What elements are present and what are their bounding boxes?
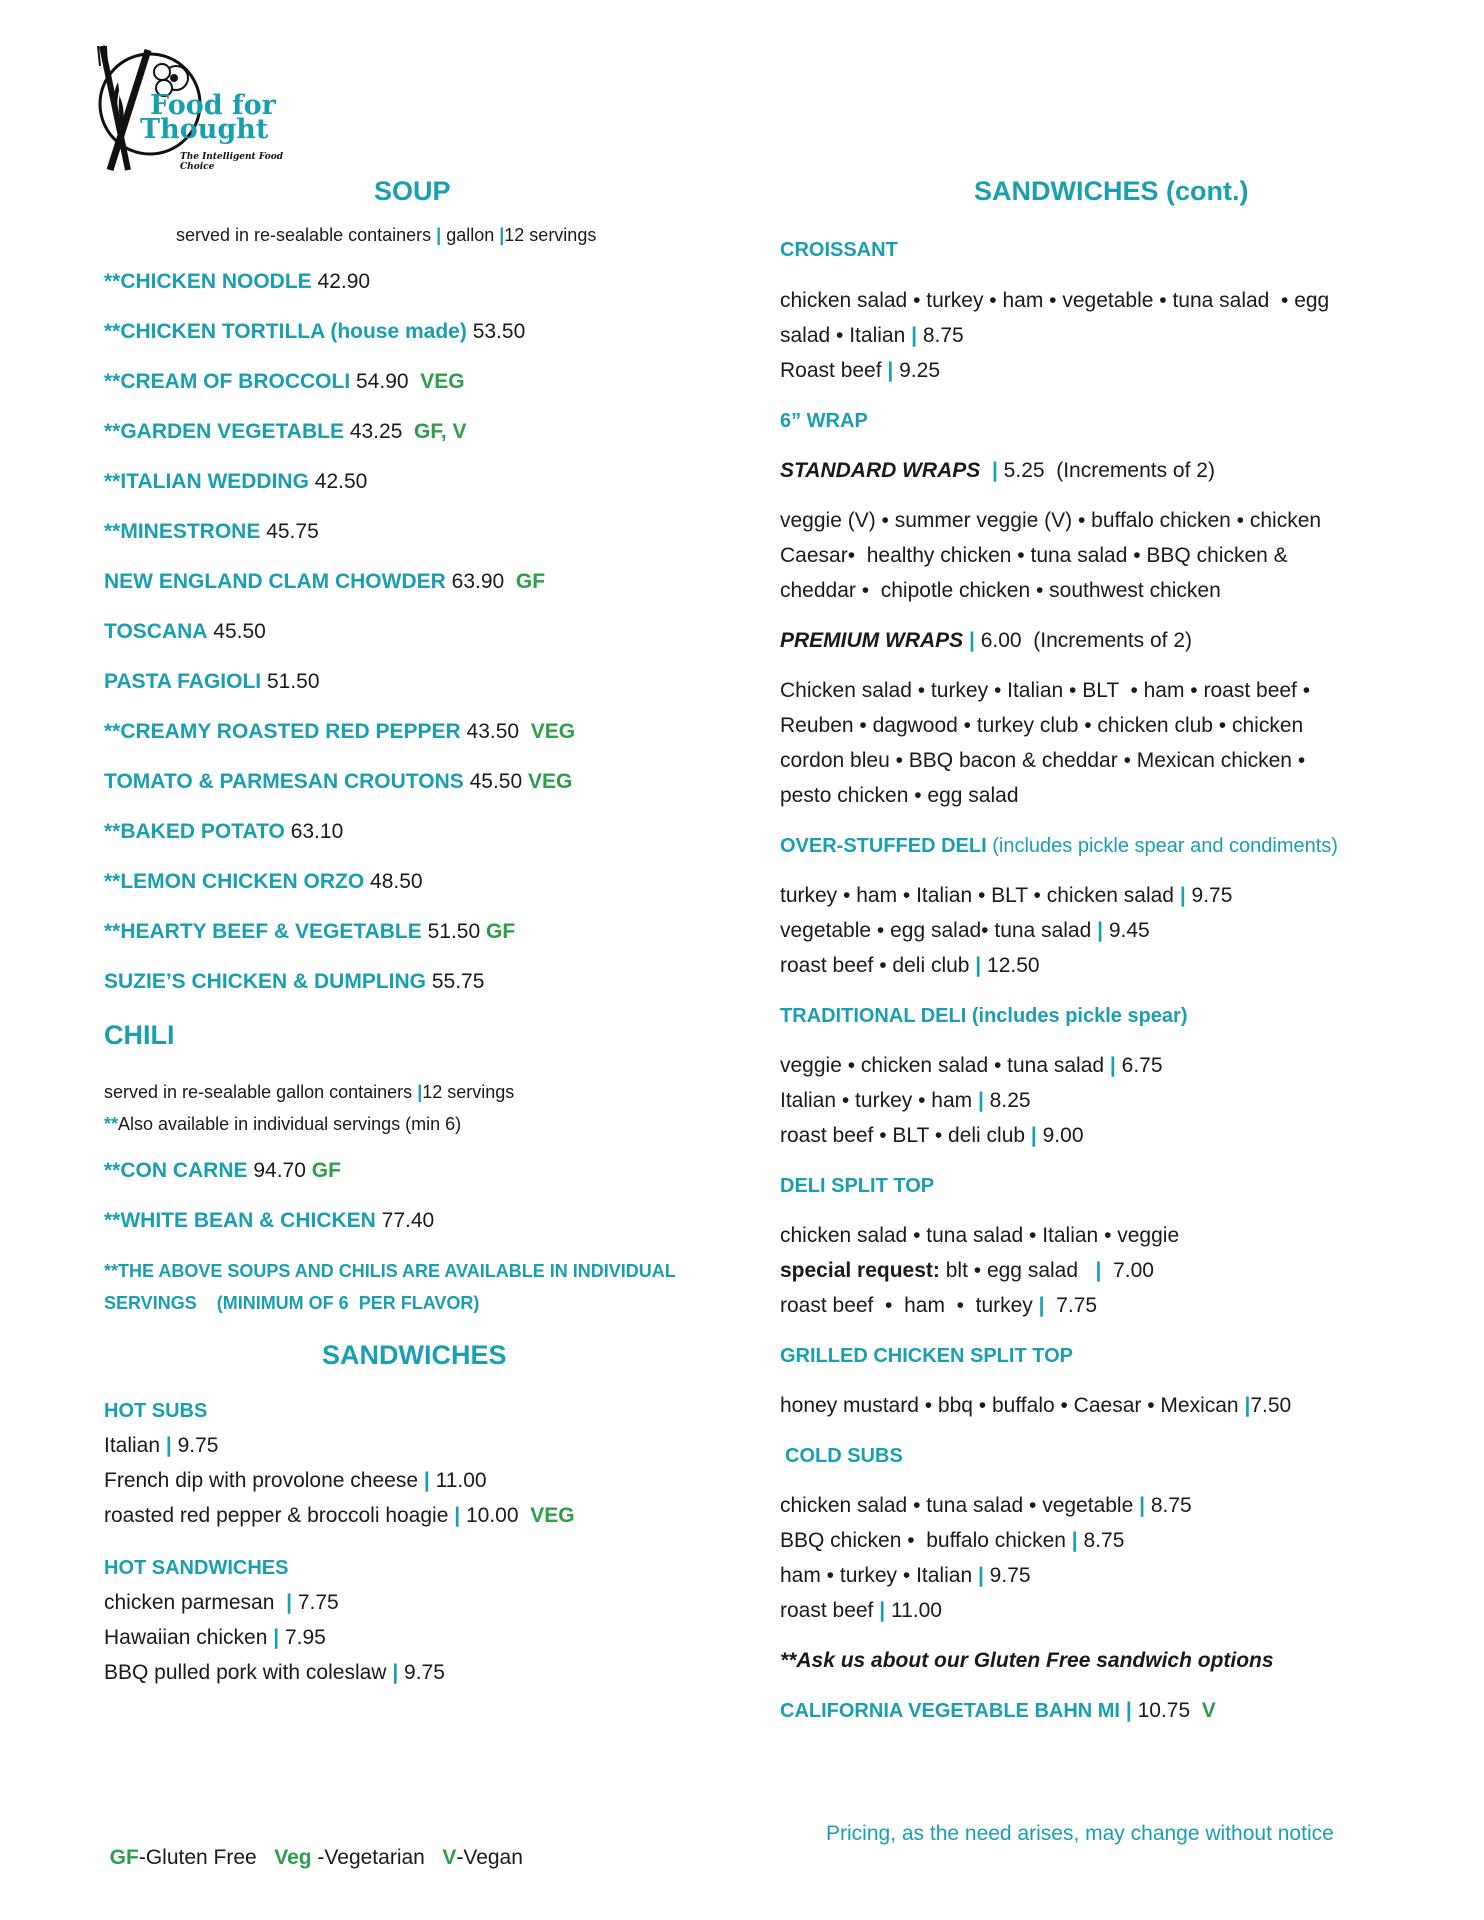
legend-gf-text: -Gluten Free <box>138 1846 275 1869</box>
diet-tag: V <box>1201 1699 1216 1722</box>
list-item <box>104 719 575 745</box>
chili-notice-line2: SERVINGS (MINIMUM OF 6 PER FLAVOR) <box>104 1293 480 1313</box>
split-top-title: DELI SPLIT TOP <box>780 1175 935 1197</box>
list-item <box>104 569 545 595</box>
list-item <box>104 269 370 295</box>
soup-item-price: 63.10 <box>284 820 344 843</box>
special-request-price: 7.00 <box>1101 1259 1154 1282</box>
list-item: French dip with provolone cheese | 11.00 <box>104 1469 487 1492</box>
soup-item-name: **ITALIAN WEDDING <box>104 470 309 493</box>
soup-item-name: **LEMON CHICKEN ORZO <box>104 870 365 893</box>
soup-item-price: 53.50 <box>466 320 526 343</box>
chili-note-1: served in re-sealable gallon containers |12 servings <box>104 1082 515 1102</box>
soup-item-price: 55.75 <box>426 970 485 993</box>
list-item: chicken salad • tuna salad • vegetable | 8.75 <box>780 1494 1192 1517</box>
soup-item-price: 45.50 <box>207 620 266 643</box>
grilled-line-price: 7.50 <box>1250 1394 1292 1417</box>
list-item <box>104 519 319 545</box>
chili-item-name: **CON CARNE <box>104 1159 248 1182</box>
croissant-line-2-price: 8.75 <box>917 324 964 347</box>
soup-note-a: served in re-sealable containers <box>176 225 437 245</box>
hot-sub-price: 11.00 <box>429 1469 487 1492</box>
croissant-title: CROISSANT <box>780 239 898 261</box>
soup-item-name: **CHICKEN TORTILLA (house made) <box>104 320 467 343</box>
soup-item-price: 45.50 <box>463 770 523 793</box>
grilled-line: honey mustard • bbq • buffalo • Caesar • Mexican |7.50 <box>780 1394 1292 1417</box>
list-item <box>104 869 423 895</box>
soup-item-name: SUZIE’S CHICKEN & DUMPLING <box>104 970 427 993</box>
overstuffed-note: (includes pickle spear and condiments) <box>986 835 1338 857</box>
traditional-title: TRADITIONAL DELI (includes pickle spear) <box>780 1005 1188 1027</box>
diet-tag: GF, V <box>414 420 467 443</box>
split-top-line-3: roast beef • ham • turkey | 7.75 <box>780 1294 1098 1317</box>
overstuffed-price: 9.75 <box>1185 884 1233 907</box>
soup-item-price: 63.90 <box>445 570 505 593</box>
legend-gf: GF <box>109 1846 139 1869</box>
diet-tag: VEG <box>530 720 576 743</box>
hot-sandwich-price: 9.75 <box>398 1661 445 1684</box>
cold-sub-text: chicken salad • tuna salad • vegetable <box>780 1494 1140 1517</box>
cold-sub-price: 8.75 <box>1077 1529 1125 1552</box>
chili-note-2 <box>104 1111 461 1137</box>
premium-wraps-line: Chicken salad • turkey • Italian • BLT • ham • roast beef • <box>780 679 1311 702</box>
premium-wraps-price: 6.00 (Increments of 2) <box>974 629 1193 652</box>
split-top-line-3-text: roast beef • ham • turkey <box>780 1294 1039 1317</box>
croissant-line-3-text: Roast beef <box>780 359 888 382</box>
list-item: roasted red pepper & broccoli hoagie | 10.00 VEG <box>104 1504 575 1527</box>
list-item <box>104 469 367 495</box>
diet-legend <box>98 1822 523 1870</box>
traditional-price: 6.75 <box>1115 1054 1163 1077</box>
chili-note-2-text: Also available in individual servings (min 6) <box>118 1114 462 1134</box>
soup-item-price: 48.50 <box>364 870 423 893</box>
traditional-text: Italian • turkey • ham <box>780 1089 978 1112</box>
brand-name-line2: Thought <box>140 114 269 145</box>
croissant-line-3: Roast beef | 9.25 <box>780 359 941 382</box>
diet-tag: VEG <box>527 770 573 793</box>
overstuffed-text: roast beef • deli club <box>780 954 976 977</box>
hot-sandwich-text: BBQ pulled pork with coleslaw <box>104 1661 393 1684</box>
list-item: BBQ chicken • buffalo chicken | 8.75 <box>780 1529 1125 1552</box>
soup-item-name: **HEARTY BEEF & VEGETABLE <box>104 920 422 943</box>
hot-sub-text: French dip with provolone cheese <box>104 1469 424 1492</box>
list-item: chicken parmesan | 7.75 <box>104 1591 339 1614</box>
croissant-line-1: chicken salad • turkey • ham • vegetable • tuna salad • egg <box>780 289 1330 312</box>
chili-note-1b: 12 servings <box>422 1082 515 1102</box>
chili-note-2-stars: ** <box>104 1114 119 1134</box>
diet-tag: VEG <box>420 370 465 393</box>
split-top-line-1: chicken salad • tuna salad • Italian • veggie <box>780 1224 1180 1247</box>
list-item: roast beef • BLT • deli club | 9.00 <box>780 1124 1084 1147</box>
premium-wraps-label: PREMIUM WRAPS <box>780 629 964 652</box>
list-item <box>104 1208 434 1234</box>
traditional-price: 9.00 <box>1036 1124 1084 1147</box>
overstuffed-title: OVER-STUFFED DELI <box>780 835 987 857</box>
cold-sub-price: 9.75 <box>983 1564 1031 1587</box>
hot-subs-title: HOT SUBS <box>104 1400 208 1422</box>
soup-item-name: **CREAMY ROASTED RED PEPPER <box>104 720 461 743</box>
hot-sandwich-price: 7.95 <box>279 1626 326 1649</box>
standard-wraps-line: veggie (V) • summer veggie (V) • buffalo chicken • chicken <box>780 509 1322 532</box>
croissant-line-2: salad • Italian | 8.75 <box>780 324 964 347</box>
soup-item-price: 43.25 <box>343 420 403 443</box>
list-item: roast beef • deli club | 12.50 <box>780 954 1040 977</box>
split-top-special: special request: blt • egg salad | 7.00 <box>780 1259 1154 1282</box>
list-item: BBQ pulled pork with coleslaw | 9.75 <box>104 1661 445 1684</box>
hot-sub-price: 10.00 <box>460 1504 519 1527</box>
soup-item-name: NEW ENGLAND CLAM CHOWDER <box>104 570 446 593</box>
traditional-text: roast beef • BLT • deli club <box>780 1124 1031 1147</box>
list-item <box>104 1158 341 1184</box>
bahn-mi: CALIFORNIA VEGETABLE BAHN MI | 10.75 V <box>780 1699 1216 1722</box>
legend-veg: Veg <box>274 1846 312 1869</box>
list-item <box>104 619 266 645</box>
soup-item-price: 45.75 <box>260 520 319 543</box>
brand-name-line1: Food for <box>150 90 276 121</box>
soup-item-price: 42.90 <box>311 270 371 293</box>
special-request-label: special request: <box>780 1259 940 1282</box>
overstuffed-price: 12.50 <box>981 954 1040 977</box>
soup-item-name: **CHICKEN NOODLE <box>104 270 312 293</box>
cold-sub-text: ham • turkey • Italian <box>780 1564 978 1587</box>
bahn-mi-title: CALIFORNIA VEGETABLE BAHN MI <box>780 1700 1120 1722</box>
legend-v: V <box>442 1846 457 1869</box>
soup-item-name: PASTA FAGIOLI <box>104 670 262 693</box>
grilled-title: GRILLED CHICKEN SPLIT TOP <box>780 1345 1073 1367</box>
gluten-free-note: **Ask us about our Gluten Free sandwich options <box>780 1649 1274 1672</box>
diet-tag: VEG <box>530 1504 575 1527</box>
list-item <box>104 769 572 795</box>
list-item <box>104 319 525 345</box>
list-item: Italian | 9.75 <box>104 1434 219 1457</box>
cold-sub-price: 8.75 <box>1145 1494 1192 1517</box>
soup-item-name: TOSCANA <box>104 620 208 643</box>
soup-item-name: **GARDEN VEGETABLE <box>104 420 344 443</box>
legend-v-text: -Vegan <box>456 1846 523 1869</box>
list-item <box>104 969 484 995</box>
sandwiches-title: SANDWICHES <box>322 1340 507 1370</box>
cold-sub-price: 11.00 <box>885 1599 942 1622</box>
premium-wraps-line: pesto chicken • egg salad <box>780 784 1019 807</box>
soup-item-name: **MINESTRONE <box>104 520 261 543</box>
list-item: Hawaiian chicken | 7.95 <box>104 1626 326 1649</box>
list-item <box>104 419 467 445</box>
list-item <box>104 919 515 945</box>
list-item: veggie • chicken salad • tuna salad | 6.75 <box>780 1054 1163 1077</box>
soup-item-price: 43.50 <box>460 720 520 743</box>
hot-sandwich-text: Hawaiian chicken <box>104 1626 274 1649</box>
special-request-text: blt • egg salad <box>939 1259 1096 1282</box>
cold-sub-text: BBQ chicken • buffalo chicken <box>780 1529 1072 1552</box>
hot-sub-price: 9.75 <box>171 1434 219 1457</box>
overstuffed-price: 9.45 <box>1103 919 1150 942</box>
standard-wraps-line: cheddar • chipotle chicken • southwest chicken <box>780 579 1221 602</box>
wrap-title: 6” WRAP <box>780 410 868 432</box>
soup-item-name: TOMATO & PARMESAN CROUTONS <box>104 770 464 793</box>
standard-wraps: STANDARD WRAPS | 5.25 (Increments of 2) <box>780 459 1215 482</box>
bahn-mi-price: 10.75 <box>1131 1699 1191 1722</box>
soup-item-price: 51.50 <box>421 920 481 943</box>
croissant-line-2-text: salad • Italian <box>780 324 912 347</box>
grilled-line-text: honey mustard • bbq • buffalo • Caesar • Mexican <box>780 1394 1245 1417</box>
list-item <box>104 819 343 845</box>
soup-item-price: 51.50 <box>261 670 320 693</box>
chili-title: CHILI <box>104 1020 175 1050</box>
soup-title: SOUP <box>374 176 451 206</box>
list-item: Italian • turkey • ham | 8.25 <box>780 1089 1031 1112</box>
legend-veg-text: -Vegetarian <box>311 1846 443 1869</box>
premium-wraps-line: cordon bleu • BBQ bacon & cheddar • Mexican chicken • <box>780 749 1306 772</box>
soup-note-b: gallon <box>441 225 500 245</box>
standard-wraps-label: STANDARD WRAPS <box>780 459 981 482</box>
chili-note-1a: served in re-sealable gallon containers <box>104 1082 418 1102</box>
cold-sub-text: roast beef <box>780 1599 880 1622</box>
chili-notice-line1: **THE ABOVE SOUPS AND CHILIS ARE AVAILABLE IN INDIVIDUAL <box>104 1261 676 1281</box>
hot-sub-text: roasted red pepper & broccoli hoagie <box>104 1504 455 1527</box>
hot-sub-text: Italian <box>104 1434 166 1457</box>
diet-tag: GF <box>515 570 546 593</box>
list-item: vegetable • egg salad• tuna salad | 9.45 <box>780 919 1150 942</box>
standard-wraps-price: 5.25 (Increments of 2) <box>997 459 1215 482</box>
split-top-line-3-price: 7.75 <box>1044 1294 1098 1317</box>
diet-tag: GF <box>311 1159 341 1182</box>
overstuffed-heading <box>780 833 1338 859</box>
hot-sandwich-price: 7.75 <box>291 1591 339 1614</box>
soup-item-price: 42.50 <box>308 470 368 493</box>
overstuffed-text: vegetable • egg salad• tuna salad <box>780 919 1098 942</box>
soup-note: served in re-sealable containers | gallon |12 servings <box>176 225 597 245</box>
list-item: roast beef | 11.00 <box>780 1599 942 1622</box>
croissant-line-3-price: 9.25 <box>893 359 941 382</box>
premium-wraps-line: Reuben • dagwood • turkey club • chicken club • chicken <box>780 714 1304 737</box>
chili-item-price: 77.40 <box>375 1209 435 1232</box>
list-item <box>104 369 465 395</box>
list-item <box>104 669 320 695</box>
premium-wraps: PREMIUM WRAPS | 6.00 (Increments of 2) <box>780 629 1193 652</box>
soup-item-name: **BAKED POTATO <box>104 820 285 843</box>
soup-note-c: 12 servings <box>504 225 597 245</box>
cold-subs-title: COLD SUBS <box>785 1445 903 1467</box>
hot-sandwich-text: chicken parmesan <box>104 1591 287 1614</box>
traditional-price: 8.25 <box>983 1089 1031 1112</box>
chili-item-price: 94.70 <box>247 1159 306 1182</box>
sandwiches-cont-title: SANDWICHES (cont.) <box>974 176 1249 206</box>
standard-wraps-line: Caesar• healthy chicken • tuna salad • BBQ chicken & <box>780 544 1288 567</box>
soup-item-price: 54.90 <box>350 370 409 393</box>
hot-sandwiches-title: HOT SANDWICHES <box>104 1557 289 1579</box>
diet-tag: GF <box>486 920 516 943</box>
pricing-note: Pricing, as the need arises, may change without notice <box>826 1822 1334 1845</box>
soup-item-name: **CREAM OF BROCCOLI <box>104 370 351 393</box>
list-item: ham • turkey • Italian | 9.75 <box>780 1564 1031 1587</box>
brand-logo <box>88 42 308 172</box>
traditional-text: veggie • chicken salad • tuna salad <box>780 1054 1110 1077</box>
overstuffed-text: turkey • ham • Italian • BLT • chicken salad <box>780 884 1180 907</box>
list-item: turkey • ham • Italian • BLT • chicken salad | 9.75 <box>780 884 1233 907</box>
chili-item-name: **WHITE BEAN & CHICKEN <box>104 1209 376 1232</box>
brand-tagline: The Intelligent Food Choice <box>180 152 284 172</box>
